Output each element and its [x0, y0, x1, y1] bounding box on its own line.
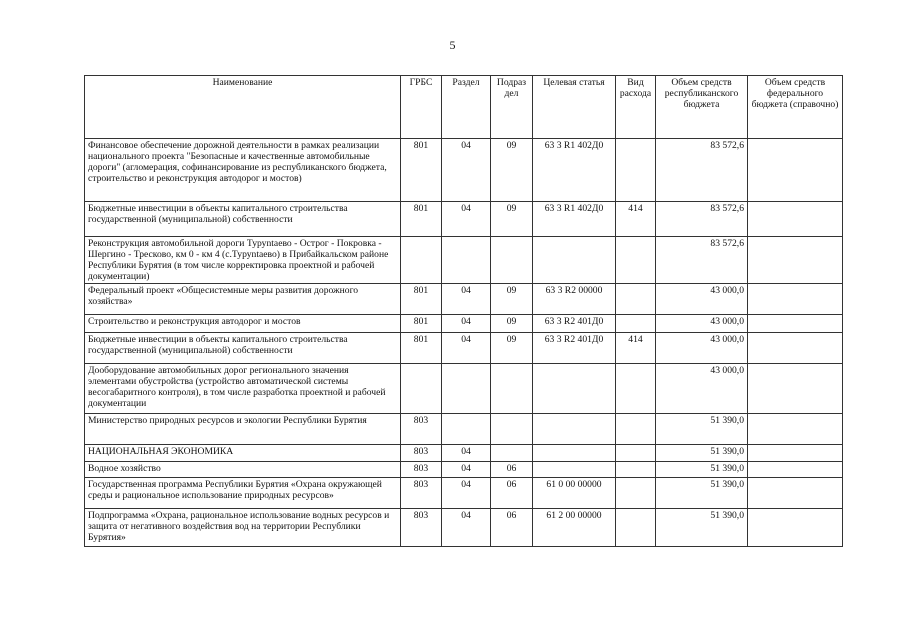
column-header-target: Целевая статья: [533, 76, 616, 139]
cell-name: Федеральный проект «Общесистемные меры развития дорожного хозяйства»: [85, 284, 401, 315]
cell-subsection: 09: [491, 139, 533, 202]
cell-section: 04: [442, 284, 491, 315]
cell-expense-type: [616, 139, 656, 202]
cell-republic-budget: 83 572,6: [656, 237, 748, 284]
cell-target: 63 3 R2 401Д0: [533, 333, 616, 364]
cell-target: [533, 364, 616, 414]
table-row: [85, 478, 843, 509]
table-row: [85, 237, 843, 284]
cell-subsection: 09: [491, 284, 533, 315]
cell-grbs: 801: [401, 284, 442, 315]
cell-grbs: 803: [401, 462, 442, 478]
cell-name: НАЦИОНАЛЬНАЯ ЭКОНОМИКА: [85, 445, 401, 462]
cell-name: Дооборудование автомобильных дорог регионального значения элементами обустройства (устройство автоматической системы весогабаритного контроля), в том числе разработка проектной и рабочей документации: [85, 364, 401, 414]
cell-target: 63 3 R1 402Д0: [533, 139, 616, 202]
column-header-grbs: ГРБС: [401, 76, 442, 139]
cell-section: [442, 364, 491, 414]
cell-republic-budget: 51 390,0: [656, 509, 748, 547]
cell-section: [442, 414, 491, 445]
table-header-row: [85, 76, 843, 139]
cell-target: [533, 462, 616, 478]
cell-grbs: 803: [401, 445, 442, 462]
table-row: [85, 462, 843, 478]
column-header-expense-type: Вид расхода: [616, 76, 656, 139]
cell-target: [533, 237, 616, 284]
cell-section: 04: [442, 478, 491, 509]
cell-grbs: 801: [401, 333, 442, 364]
table-body: [85, 139, 843, 547]
cell-expense-type: [616, 414, 656, 445]
cell-republic-budget: 51 390,0: [656, 478, 748, 509]
cell-republic-budget: 83 572,6: [656, 139, 748, 202]
cell-subsection: 09: [491, 333, 533, 364]
cell-grbs: [401, 237, 442, 284]
cell-federal-budget: [748, 284, 843, 315]
column-header-section: Раздел: [442, 76, 491, 139]
cell-expense-type: [616, 237, 656, 284]
page-number: 5: [449, 38, 456, 52]
cell-name: Реконструкция автомобильной дороги Туруntaево - Острог - Покровка - Шергино - Тресково, км 0 - км 4 (с.Туруntaево) в Прибайкальском районе Республики Бурятия (в том числе корректировка проектной и рабочей документации): [85, 237, 401, 284]
cell-federal-budget: [748, 237, 843, 284]
cell-subsection: [491, 364, 533, 414]
cell-subsection: 06: [491, 478, 533, 509]
cell-federal-budget: [748, 315, 843, 333]
cell-federal-budget: [748, 202, 843, 237]
cell-federal-budget: [748, 333, 843, 364]
table-row: [85, 202, 843, 237]
cell-section: 04: [442, 445, 491, 462]
table-row: [85, 509, 843, 547]
table-row: [85, 284, 843, 315]
cell-republic-budget: 43 000,0: [656, 315, 748, 333]
cell-subsection: 09: [491, 202, 533, 237]
column-header-subsection: Подраз дел: [491, 76, 533, 139]
cell-grbs: 801: [401, 139, 442, 202]
budget-table: [84, 75, 843, 547]
cell-expense-type: [616, 478, 656, 509]
cell-target: 61 2 00 00000: [533, 509, 616, 547]
cell-subsection: 09: [491, 315, 533, 333]
cell-target: [533, 414, 616, 445]
cell-federal-budget: [748, 509, 843, 547]
cell-grbs: 803: [401, 509, 442, 547]
cell-republic-budget: 43 000,0: [656, 284, 748, 315]
cell-subsection: [491, 237, 533, 284]
cell-federal-budget: [748, 414, 843, 445]
cell-expense-type: [616, 462, 656, 478]
cell-expense-type: 414: [616, 202, 656, 237]
cell-expense-type: [616, 509, 656, 547]
cell-section: 04: [442, 202, 491, 237]
cell-republic-budget: 43 000,0: [656, 333, 748, 364]
cell-grbs: 801: [401, 202, 442, 237]
cell-subsection: [491, 414, 533, 445]
cell-republic-budget: 51 390,0: [656, 462, 748, 478]
cell-target: 63 3 R2 00000: [533, 284, 616, 315]
cell-expense-type: [616, 364, 656, 414]
cell-grbs: 803: [401, 414, 442, 445]
cell-target: [533, 445, 616, 462]
cell-republic-budget: 83 572,6: [656, 202, 748, 237]
column-header-republic-budget: Объем средств республиканского бюджета: [656, 76, 748, 139]
cell-target: 63 3 R1 402Д0: [533, 202, 616, 237]
cell-expense-type: 414: [616, 333, 656, 364]
cell-federal-budget: [748, 462, 843, 478]
cell-name: Финансовое обеспечение дорожной деятельности в рамках реализации национального проекта "Безопасные и качественные автомобильные дороги" (агломерация, софинансирование из республиканского бюджета, строительство и реконструкция автодорог и мостов): [85, 139, 401, 202]
cell-name: Строительство и реконструкция автодорог и мостов: [85, 315, 401, 333]
cell-expense-type: [616, 445, 656, 462]
table-row: [85, 315, 843, 333]
cell-federal-budget: [748, 445, 843, 462]
cell-federal-budget: [748, 139, 843, 202]
cell-subsection: 06: [491, 509, 533, 547]
cell-name: Государственная программа Республики Бурятия «Охрана окружающей среды и рациональное использование природных ресурсов»: [85, 478, 401, 509]
cell-name: Водное хозяйство: [85, 462, 401, 478]
cell-grbs: [401, 364, 442, 414]
cell-section: 04: [442, 462, 491, 478]
cell-republic-budget: 51 390,0: [656, 414, 748, 445]
cell-section: 04: [442, 315, 491, 333]
cell-subsection: 06: [491, 462, 533, 478]
cell-subsection: [491, 445, 533, 462]
cell-grbs: 801: [401, 315, 442, 333]
cell-section: [442, 237, 491, 284]
cell-name: Бюджетные инвестиции в объекты капитального строительства государственной (муниципальной) собственности: [85, 333, 401, 364]
table-row: [85, 333, 843, 364]
cell-grbs: 803: [401, 478, 442, 509]
cell-section: 04: [442, 333, 491, 364]
cell-expense-type: [616, 284, 656, 315]
cell-target: 61 0 00 00000: [533, 478, 616, 509]
table-row: [85, 364, 843, 414]
cell-republic-budget: 51 390,0: [656, 445, 748, 462]
table-row: [85, 414, 843, 445]
cell-federal-budget: [748, 478, 843, 509]
cell-name: Подпрограмма «Охрана, рациональное использование водных ресурсов и защита от негативного воздействия вод на территории Республики Бурятия»: [85, 509, 401, 547]
cell-federal-budget: [748, 364, 843, 414]
cell-section: 04: [442, 139, 491, 202]
cell-section: 04: [442, 509, 491, 547]
table-row: [85, 139, 843, 202]
cell-name: Министерство природных ресурсов и экологии Республики Бурятия: [85, 414, 401, 445]
cell-expense-type: [616, 315, 656, 333]
cell-republic-budget: 43 000,0: [656, 364, 748, 414]
cell-name: Бюджетные инвестиции в объекты капитального строительства государственной (муниципальной) собственности: [85, 202, 401, 237]
table-row: [85, 445, 843, 462]
column-header-name: Наименование: [85, 76, 401, 139]
column-header-federal-budget: Объем средств федерального бюджета (справочно): [748, 76, 843, 139]
cell-target: 63 3 R2 401Д0: [533, 315, 616, 333]
